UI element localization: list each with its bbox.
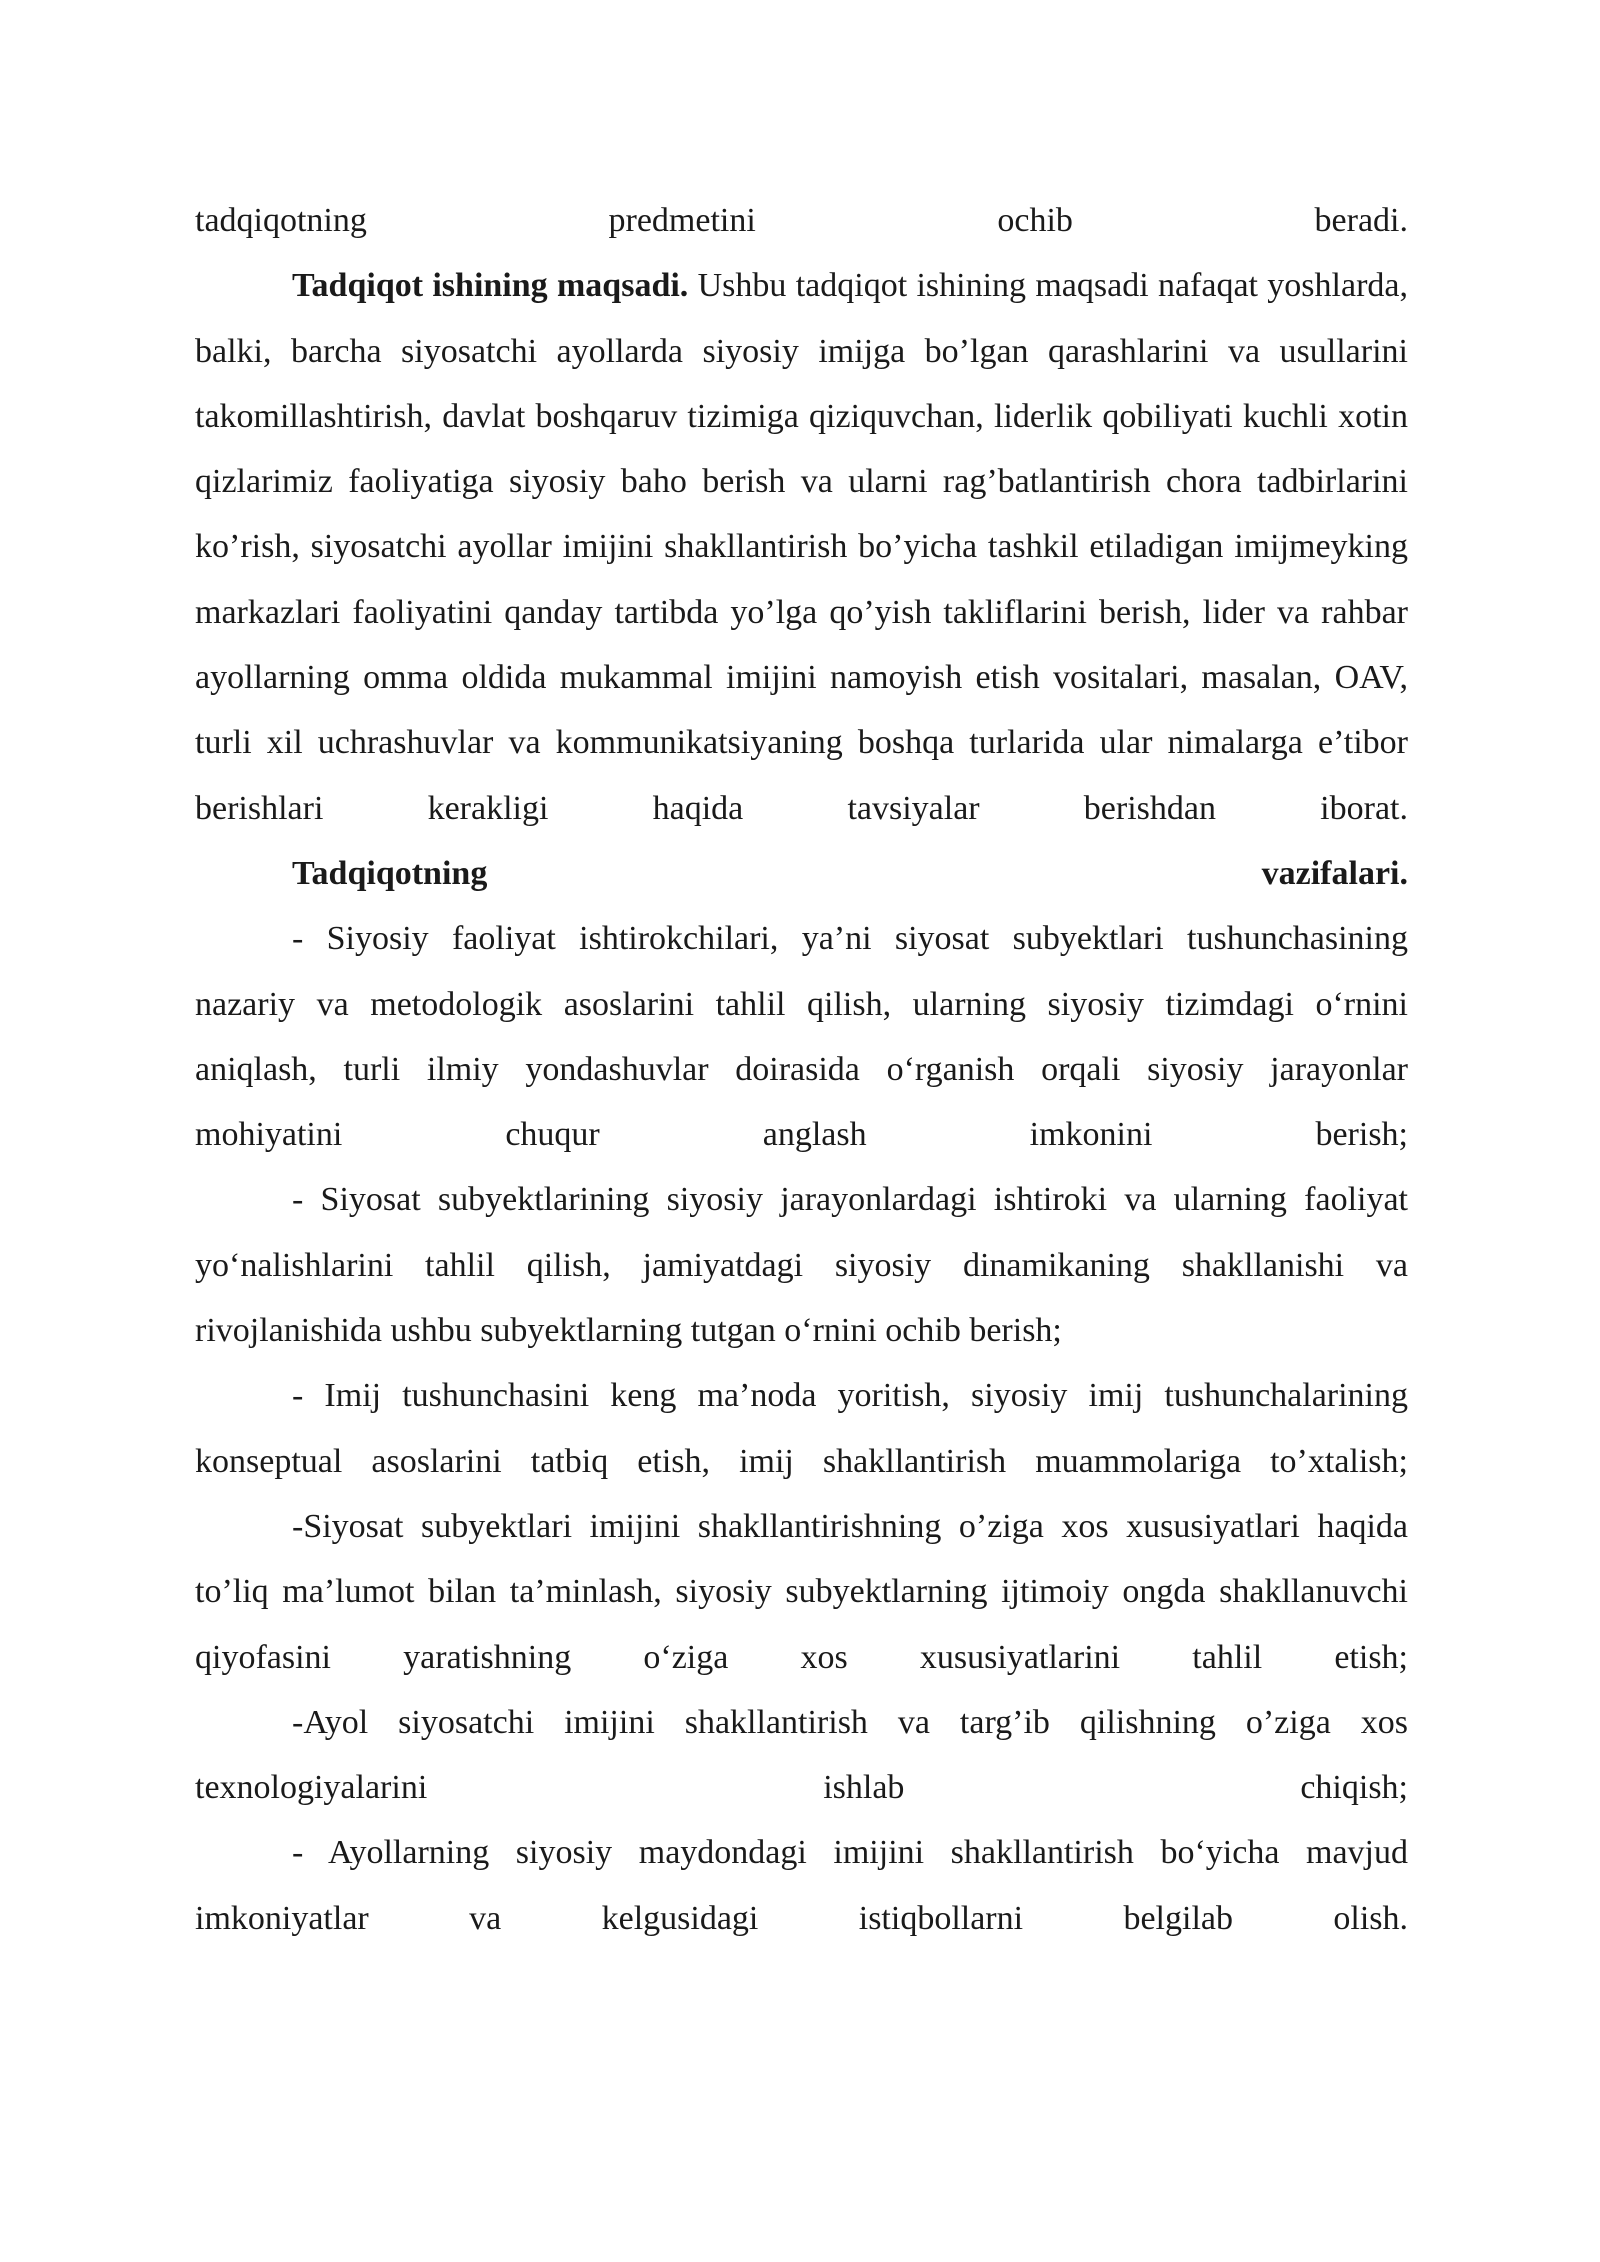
task-item-6: - Ayollarning siyosiy maydondagi imijini shakllantirish bo‘yicha mavjud imkoniyatlar va kelgusidagi istiqbollarni belgilab olish. [195, 1834, 1408, 1937]
task-item-5: -Ayol siyosatchi imijini shakllantirish va targ’ib qilishning o’ziga xos texnologiyalarini ishlab chiqish; [195, 1703, 1408, 1807]
paragraph-continuation: tadqiqotning predmetini ochib beradi. [195, 202, 1408, 239]
task-item-4: -Siyosat subyektlari imijini shakllantirishning o’ziga xos xususiyatlari haqida to’liq ma’lumot bilan ta’minlash, siyosiy subyektlarning ijtimoiy ongda shakllanuvchi qiyofasini yaratishning o‘ziga xos xususiyatlarini tahlil etish; [195, 1507, 1408, 1676]
task-item-2: - Siyosat subyektlarining siyosiy jarayonlardagi ishtiroki va ularning faoliyat yo‘nalishlarini tahlil qilish, jamiyatdagi siyosiy dinamikaning shakllanishi va rivojlanishida ushbu subyektlarning tutgan o‘rnini ochib berish; [195, 1181, 1408, 1350]
task-item-3: - Imij tushunchasini keng ma’noda yoritish, siyosiy imij tushunchalarining konseptual asoslarini tatbiq etish, imij shakllantirish muammolariga to’xtalish; [195, 1377, 1408, 1480]
research-goal-text: Ushbu tadqiqot ishining maqsadi nafaqat yoshlarda, balki, barcha siyosatchi ayollarda siyosiy imijga bo’lgan qarashlarini va usullarini takomillashtirish, davlat boshqaruv tizimiga qiziquvchan, liderlik qobiliyati kuchli xotin qizlarimiz faoliyatiga siyosiy baho berish va ularni rag’batlantirish chora tadbirlarini ko’rish, siyosatchi ayollar imijini shakllantirish bo’yicha tashkil etiladigan imijmeyking markazlari faoliyatini qanday tartibda yo’lga qo’yish takliflarini berish, lider va rahbar ayollarning omma oldida mukammal imijini namoyish etish vositalari, masalan, OAV, turli xil uchrashuvlar va kommunikatsiyaning boshqa turlarida ular nimalarga e’tibor berishlari kerakligi haqida tavsiyalar berishdan iborat. [195, 267, 1408, 827]
research-goal-heading: Tadqiqot ishining maqsadi. [292, 267, 689, 305]
paragraph-research-goal [195, 253, 1408, 841]
research-tasks-heading: Tadqiqotning vazifalari. [292, 854, 1408, 892]
body-text [195, 188, 1408, 1951]
task-item-1: - Siyosiy faoliyat ishtirokchilari, ya’ni siyosat subyektlari tushunchasining nazariy va metodologik asoslarini tahlil qilish, ularning siyosiy tizimdagi o‘rnini aniqlash, turli ilmiy yondashuvlar doirasida o‘rganish orqali siyosiy jarayonlar mohiyatini chuqur anglash imkonini berish; [195, 920, 1408, 1154]
